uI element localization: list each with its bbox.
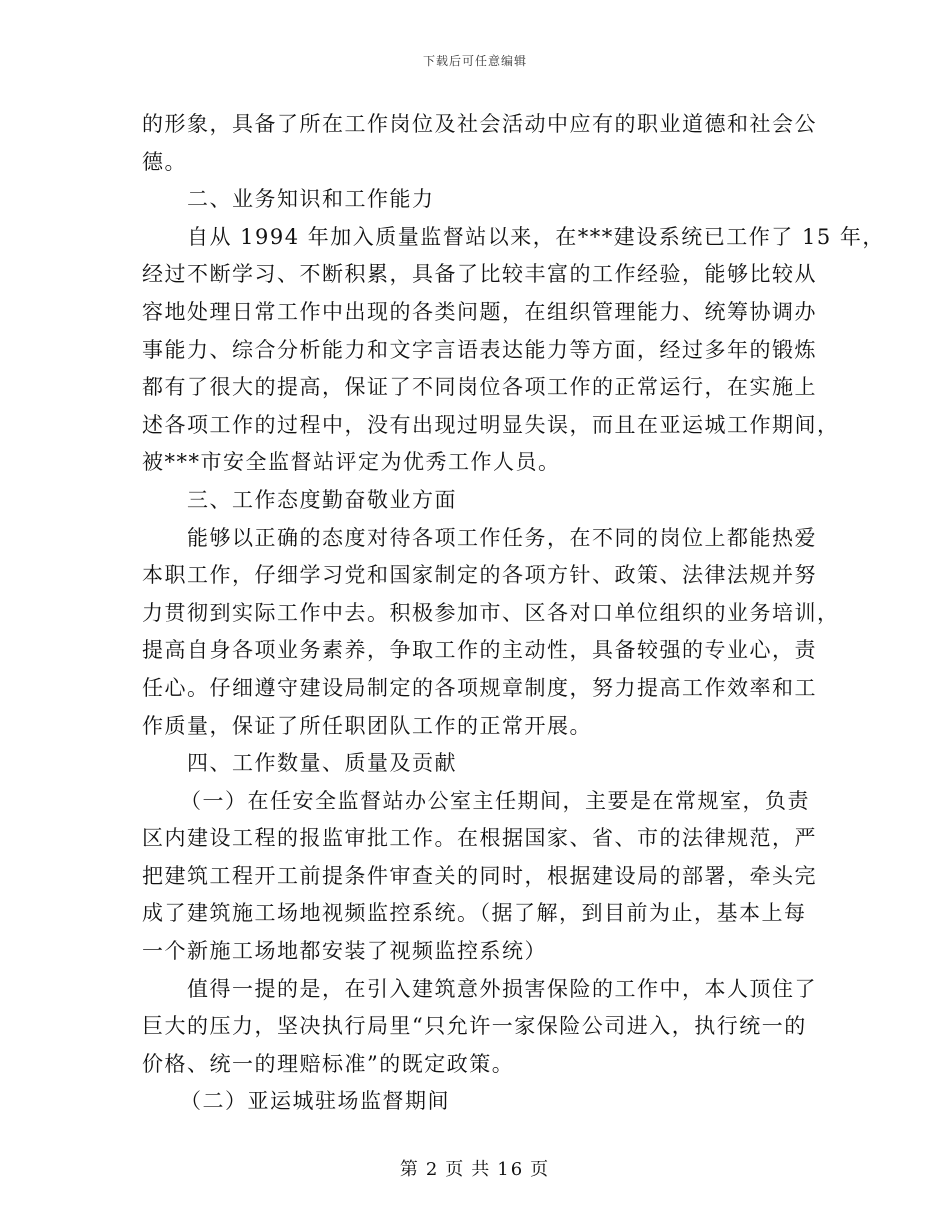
footer-prefix: 第 <box>399 1159 420 1180</box>
body-line: 值得一提的是，在引入建筑意外损害保险的工作中，本人顶住了 <box>187 976 817 1001</box>
section-heading: 三、工作态度勤奋敬业方面 <box>187 487 457 512</box>
body-line: 的形象，具备了所在工作岗位及社会活动中应有的职业道德和社会公 <box>142 112 817 136</box>
subsection-heading: （一）在任安全监督站办公室主任期间，主要是在常规室，负责 <box>180 788 810 813</box>
footer-suffix: 页 <box>530 1159 551 1180</box>
body-line: 被***市安全监督站评定为优秀工作人员。 <box>142 450 561 475</box>
section-heading: 四、工作数量、质量及贡献 <box>187 751 457 776</box>
total-page-count: 16 <box>497 1159 525 1180</box>
body-line: 力贯彻到实际工作中去。积极参加市、区各对口单位组织的业务培训， <box>142 600 840 625</box>
body-line: 事能力、综合分析能力和文字言语表达能力等方面，经过多年的锻炼 <box>142 337 817 362</box>
body-line: 容地处理日常工作中出现的各类问题，在组织管理能力、统筹协调办 <box>142 299 817 324</box>
body-line: 提高自身各项业务素养，争取工作的主动性，具备较强的专业心，责 <box>142 638 817 663</box>
body-line: 本职工作，仔细学习党和国家制定的各项方针、政策、法律法规并努 <box>142 563 817 588</box>
body-line: 述各项工作的过程中，没有出现过明显失误，而且在亚运城工作期间， <box>142 412 840 437</box>
body-line: 德。 <box>142 149 187 174</box>
body-line: 成了建筑施工场地视频监控系统。（据了解，到目前为止，基本上每 <box>142 901 807 926</box>
body-line: 一个新施工场地都安装了视频监控系统） <box>142 939 547 964</box>
subsection-heading: （二）亚运城驻场监督期间 <box>180 1089 450 1114</box>
body-line: 区内建设工程的报监审批工作。在根据国家、省、市的法律规范，严 <box>142 826 817 851</box>
body-line: 巨大的压力，坚决执行局里“只允许一家保险公司进入，执行统一的 <box>142 1014 807 1039</box>
body-line: 都有了很大的提高，保证了不同岗位各项工作的正常运行，在实施上 <box>142 375 817 400</box>
body-line: 作质量，保证了所任职团队工作的正常开展。 <box>142 713 592 738</box>
document-body <box>142 106 885 1121</box>
body-line: 能够以正确的态度对待各项工作任务，在不同的岗位上都能热爱 <box>187 525 817 550</box>
footer-page-char: 页 <box>445 1159 466 1180</box>
body-line: 自从 1994 年加入质量监督站以来，在***建设系统已工作了 15 年， <box>187 224 885 249</box>
current-page-number: 2 <box>425 1159 440 1180</box>
body-line: 任心。仔细遵守建设局制定的各项规章制度，努力提高工作效率和工 <box>142 675 817 700</box>
page-footer <box>0 1155 950 1181</box>
section-heading: 二、业务知识和工作能力 <box>187 187 435 212</box>
body-line: 价格、统一的理赔标准”的既定政策。 <box>142 1051 515 1076</box>
page-header: 下载后可任意编辑 <box>422 54 527 68</box>
body-line: 经过不断学习、不断积累，具备了比较丰富的工作经验，能够比较从 <box>142 262 817 287</box>
footer-total-label: 共 <box>471 1159 492 1180</box>
body-line: 把建筑工程开工前提条件审查关的同时，根据建设局的部署，牵头完 <box>142 863 817 888</box>
